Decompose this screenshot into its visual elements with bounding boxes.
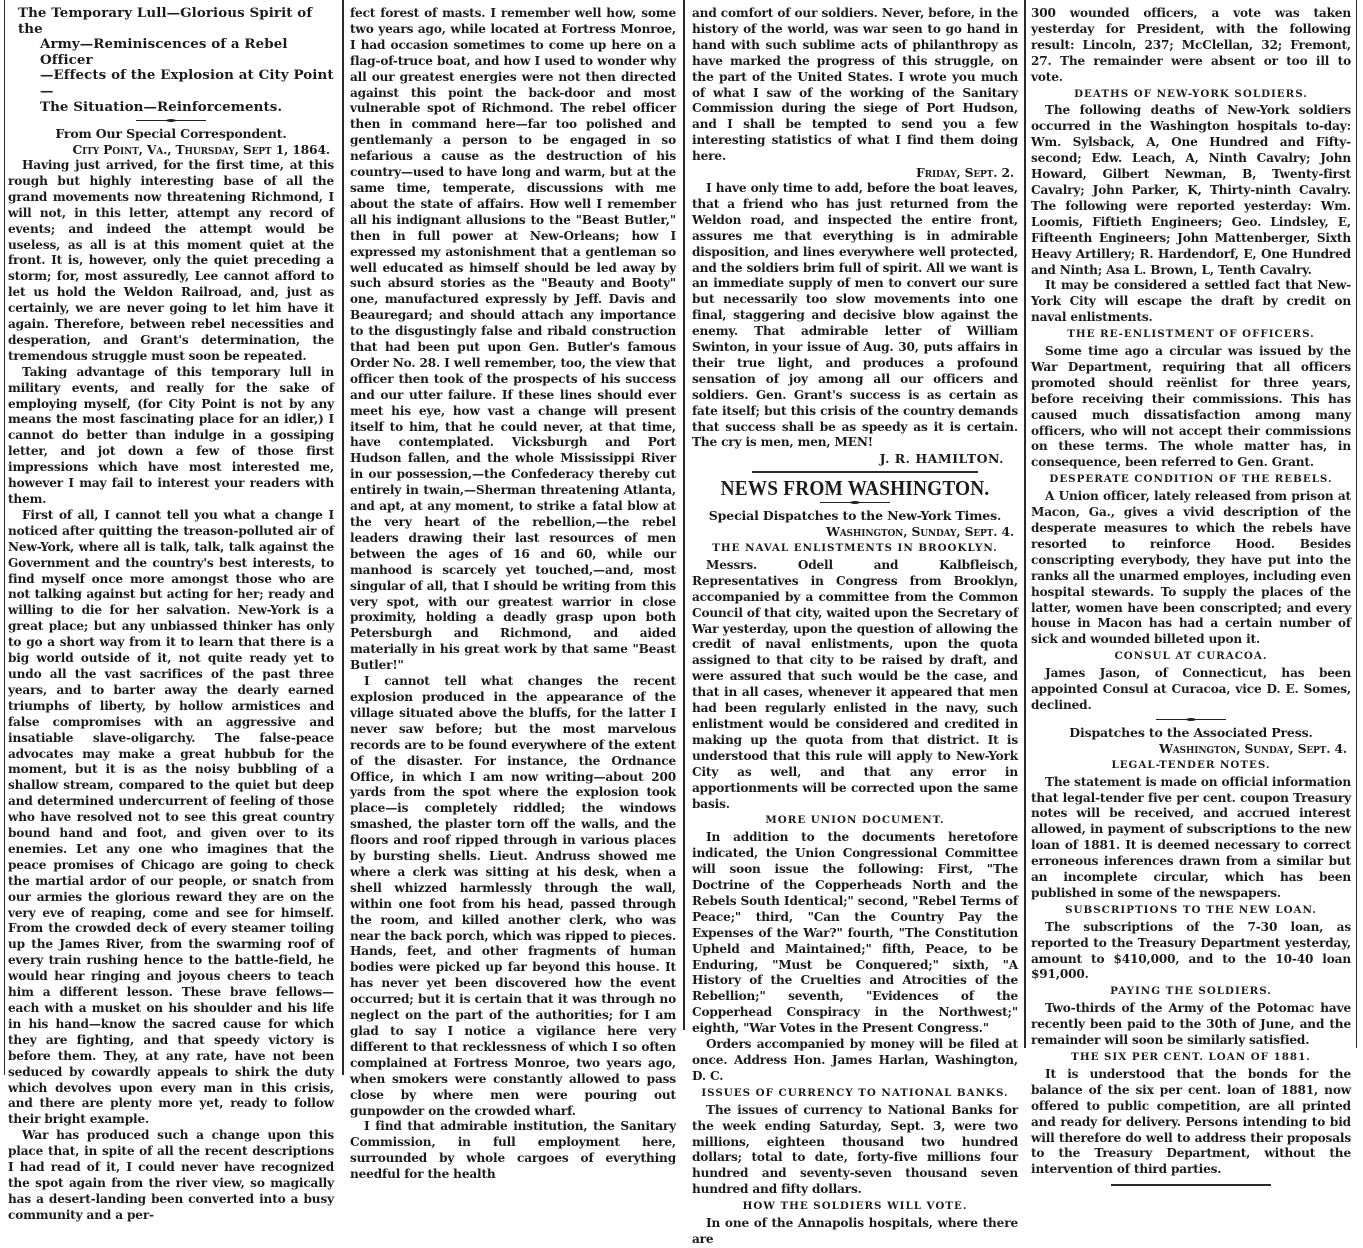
article-headline [8,6,334,115]
subhead: THE SIX PER CENT. LOAN OF 1881. [1071,1051,1311,1063]
paragraph: In one of the Annapolis hospitals, where there are [692,1216,1018,1246]
dateline: City Point, Va., Thursday, Sept 1, 1864. [72,142,330,158]
column-rule-2 [683,0,685,1030]
headline-line: —Effects of the Explosion at City Point— [40,67,334,99]
column-rule-3 [1024,0,1026,1048]
column-1 [8,6,334,1224]
dateline-friday: Friday, Sept. 2. [916,165,1014,181]
paragraph: I find that admirable institution, the Sanitary Commission, in full employment here, surrounded by whole cargoes of everything needful for the health [350,1119,676,1182]
paragraph: It is understood that the bonds for the balance of the six per cent. loan of 1881, now offered to public competition, are all printed and ready for delivery. Persons intending to bid will therefore do well to address their proposals to the Treasury Department, without the intervention of third parties. [1031,1066,1351,1177]
paragraph: The issues of currency to National Banks for the week ending Saturday, Sept. 3, were two millions, eighteen thousand two hundred dollars; total to date, forty-five millions four hundred and seventy-seven thousand seven hundred and fifty dollars. [692,1102,1018,1197]
paragraph: The following deaths of New-York soldiers occurred in the Washington hospitals to-day: Wm. Sylsback, A, One Hundred and Fifty-second; Edw. Leach, A, Ninth Cavalry; John Howard, Gilbert Newman, B, Twenty-first Cavalry; John Parker, K, Thirty-ninth Cavalry. The following were reported yesterday: Wm. Loomis, Fiftieth Engineers; Geo. Lindsley, E, Fifteenth Engineers; John Mattenberger, Sixth Heavy Artillery; R. Hardendorf, E, One Hundred and Ninth; Asa L. Brown, L, Tenth Cavalry. [1031,103,1351,277]
column-4 [1031,6,1351,1186]
paragraph: First of all, I cannot tell you what a change I noticed after quitting the treason-polluted air of New-York, where all is talk, talk, talk against the Government and the country's best interests, to find myself once more amongst those who are not talking against but acting for her; ready and willing to die for her salvation. New-York is a great place; but any unbiassed thinker has only to go a short way from it to learn that there is a big world outside of it, not quite ready yet to undo all the vast sacrifices of the past three years, and to barter away the dearly earned triumphs of liberty, by hollow armistices and false compromises with an aggressive and insatiable slave-oligarchy. The false-peace advocates may make a great hubbub for the moment, but it is as the noisy bubbling of a shallow stream, compared to the quiet but deep and determined undercurrent of feeling of those who have resolved not to see this great country bound hand and foot, and given over to its enemies. Let any one who imagines that the peace promises of Chicago are going to check the martial ardor of our people, or snatch from our armies the glorious reward they are on the very eve of reaping, come and see for himself. From the crowded deck of every steamer toiling up the James River, from the swarming roof of every train rushing hence to the battle-field, he would hear ringing and joyous cheers to teach him a different lesson. These brave fellows—each with a musket on his shoulder and his life in his hand—know the sacred cause for which they are fighting, and that speedy victory is before them. They, at any rate, have not been seduced by cowardly appeals to shirk the duty which devolves upon every man in this crisis, and there are plenty more yet, ready to follow their bright example. [8,507,334,1127]
subhead: DEATHS OF NEW-YORK SOLDIERS. [1074,87,1308,100]
paragraph: In addition to the documents heretofore indicated, the Union Congressional Committee will soon issue the following: First, "The Doctrine of the Copperheads North and the Rebels South Identical;" second, "Rebel Terms of Peace;" third, "Can the Country Pay the Expenses of the War?" fourth, "The Constitution Upheld and Maintained;" fifth, Peace, to be Enduring, "Must be Conquered;" sixth, "A History of the Cruelties and Atrocities of the Rebellion;" seventh, "Evidences of the Copperhead Conspiracy in the Northwest;" eighth, "War Votes in the Present Congress." [692,830,1018,1036]
subhead: HOW THE SOLDIERS WILL VOTE. [742,1200,968,1213]
column-rule-right [1356,0,1357,1048]
ornament-divider [136,119,206,123]
paragraph: It may be considered a settled fact that New-York City will escape the draft by credit on naval enlistments. [1031,278,1351,325]
subhead: DESPERATE CONDITION OF THE REBELS. [1049,473,1333,486]
article-end-rule [1111,1184,1271,1186]
section-title: NEWS FROM WASHINGTON. [720,476,990,501]
headline-line: The Temporary Lull—Glorious Spirit of the [18,5,313,37]
paragraph: Taking advantage of this temporary lull in military events, and really for the sake of employing myself, (for City Point is not by any means the most fascinating place for an idler,) I cannot do better than indulge in a gossiping letter, and jot down a few of those first impressions which have most interested me, however I may fail to interest your readers with them. [8,364,334,506]
paragraph: 300 wounded officers, a vote was taken yesterday for President, with the following result: Lincoln, 237; McClellan, 32; Fremont, 27. The remainder were absent or too ill to vote. [1031,6,1351,84]
paragraph: Some time ago a circular was issued by the War Department, requiring that all officers promoted should reënlist for three years, before receiving their commissions. This has caused much dissatisfaction among many officers, who will not accept their commissions on these terms. The whole matter has, in consequence, been referred to Gen. Grant. [1031,344,1351,470]
subhead: THE RE-ENLISTMENT OF OFFICERS. [1067,328,1315,341]
paragraph: The subscriptions of the 7-30 loan, as reported to the Treasury Department yesterday, amount to $410,000, and to the 10-40 loan $91,000. [1031,919,1351,982]
subhead: PAYING THE SOLDIERS. [1110,985,1272,998]
author-signature: J. R. HAMILTON. [879,451,1004,467]
subhead: SUBSCRIPTIONS TO THE NEW LOAN. [1065,903,1317,916]
paragraph: Messrs. Odell and Kalbfleisch, Representatives in Congress from Brooklyn, accompanied by a committee from the Common Council of that city, waited upon the Secretary of War yesterday, upon the question of allowing the credit of naval enlistments, upon the quota assigned to that city to be raised by draft, and were assured that such would be the case, and that in all cases, whenever it appeared that men had been regularly enlisted in the navy, such enlistment would be considered and credited in making up the quota from that district. It is understood that this rule will apply to New-York City as well, and that any error in apportionments will be corrected upon the same basis. [692,557,1018,811]
paragraph: James Jason, of Connecticut, has been appointed Consul at Curacoa, vice D. E. Somes, declined. [1031,666,1351,712]
paragraph: Two-thirds of the Army of the Potomac have recently been paid to the 30th of June, and the remainder will soon be similarly satisfied. [1031,1001,1351,1048]
column-rule-left [4,0,5,1075]
headline-line: Army—Reminiscences of a Rebel Officer [40,36,288,68]
subhead: MORE UNION DOCUMENT. [765,814,945,827]
paragraph: fect forest of masts. I remember well how, some two years ago, while located at Fortress Monroe, I had occasion sometimes to come up here on a flag-of-truce boat, and how I used to wonder why all our greatest energies were not then directed against this point the back-door and most vulnerable spot of Richmond. The rebel officer then in command here—far too polished and gentlemanly a person to be engaged in so nefarious a cause as the destruction of his country—used to have long and warm, but at the same time, temperate, discussions with me about the state of affairs. How well I remember all his indignant allusions to the "Beast Butler," then in full power at New-Orleans; how I expressed my astonishment that a gentleman so well educated as himself should be led away by such absurd stories as the "Beauty and Booty" one, manufactured expressly by Jeff. Davis and Beauregard; and should attach any importance to the disgustingly false and ribald construction that had been put upon Gen. Butler's famous Order No. 28. I well remember, too, the view that officer then took of the prospects of his success and our utter failure. If these lines should ever meet his eye, how vast a change will present itself to him, that he could never, at that time, have contemplated. Vicksburgh and Port Hudson fallen, and the whole Mississippi River in our possession,—the Confederacy thereby cut entirely in twain,—Sherman threatening Atlanta, and apt, at any moment, to strike a fatal blow at the very heart of the rebellion,—the rebel leaders drawing their last resources of men between the ages of 16 and 60, while our manhood is scarcely yet touched,—and, most singular of all, that I should be writing from this very spot, with our greatest warrior in close proximity, holding a deadly grasp upon both Petersburgh and Richmond, and aided materially in his great work by that same "Beast Butler!" [350,6,676,673]
subhead: CONSUL AT CURACOA. [1114,650,1268,663]
ornament-divider [820,501,890,505]
paragraph: I have only time to add, before the boat leaves, that a friend who has just returned from the Weldon road, and inspected the entire front, assures me that everything is in admirable disposition, and lines everywhere well protected, and the soldiers brim full of spirit. All we want is an immediate supply of men to convert our sure but necessarily too slow movements into one final, staggering and decisive blow against the enemy. That admirable letter of William Swinton, in your issue of Aug. 30, puts affairs in their true light, and produces a profound sensation of joy among all our officers and soldiers. Gen. Grant's success is as certain as fate itself; but this crisis of the country demands that success shall be as speedy as it is certain. The cry is men, men, MEN! [692,180,1018,450]
paragraph: Having just arrived, for the first time, at this rough but highly interesting base of all the grand movements now threatening Richmond, I will not, in this letter, attempt any record of events; and indeed the attempt would be useless, as all is at this moment quiet at the front. It is, however, only the quiet preceding a storm; for, most assuredly, Lee cannot afford to let us hold the Weldon Railroad, and, just as certainly, we are never going to let him have it again. Therefore, between rebel necessities and desperation, and Grant's determination, the tremendous struggle must soon be repeated. [8,157,334,363]
subhead: ISSUES OF CURRENCY TO NATIONAL BANKS. [701,1086,1009,1099]
column-2 [350,6,676,1183]
ornament-divider [1156,718,1226,722]
ap-header: Dispatches to the Associated Press. [1069,724,1313,740]
subhead: LEGAL-TENDER NOTES. [1111,758,1271,771]
paragraph: War has produced such a change upon this place that, in spite of all the recent descriptions I had read of it, I could never have recognized the spot again from the river view, so magically has a desert-landing been converted into a busy community and a per- [8,1128,334,1222]
paragraph: I cannot tell what changes the recent explosion produced in the appearance of the village situated above the bluffs, for the latter I never saw before; but the most marvelous records are to be found everywhere of the extent of the disaster. For instance, the Ordnance Office, in which I am now writing—about 200 yards from the spot where the explosion took place—is completely riddled; the windows smashed, the plaster torn off the walls, and the floors and roof ripped through in various places by bursting shells. Lieut. Andruss showed me where a clerk was sitting at his desk, when a shell whizzed harmlessly through the wall, within one foot from his head, passed through the room, and killed another clerk, who was near the back porch, which was ripped to pieces. Hands, feet, and other fragments of human bodies were picked up far beyond this house. It has never yet been discovered how the event occurred; but it is certain that it was through no neglect on the part of the authorities; for I am glad to say I notice a vigilance here very different to that recklessness of which I so often complained at Fortress Monroe, two years ago, when smokers were constantly allowed to pass close by where men were pouring out gunpowder on the crowded wharf. [350,674,676,1118]
byline: From Our Special Correspondent. [55,126,287,142]
dispatch-header: Special Dispatches to the New-York Times. [708,508,1002,524]
paragraph: Orders accompanied by money will be filed at once. Address Hon. James Harlan, Washington, D. C. [692,1037,1018,1083]
article-end-rule [752,471,978,473]
dispatch-dateline: Washington, Sunday, Sept. 4. [826,524,1014,540]
paragraph: A Union officer, lately released from prison at Macon, Ga., gives a vivid description of the desperate measures to which the rebels have resorted to reinforce Hood. Besides conscripting everybody, they have put into the ranks all the unarmed employes, including even hospital stewards. To supply the places of the latter, women have been conscripted; and every house in Macon has had a certain number of sick and wounded billeted upon it. [1031,489,1351,647]
column-rule-1 [342,0,344,1075]
ap-dateline: Washington, Sunday, Sept. 4. [1159,740,1347,756]
column-3 [692,6,1018,1248]
paragraph: The statement is made on official information that legal-tender five per cent. coupon Treasury notes will be received, and accrued interest allowed, in payment of subscriptions to the new loan of 1881. It is deemed necessary to correct erroneous inferences drawn from a similar but an incomplete circular, which has been published in some of the newspapers. [1031,774,1351,900]
headline-line: The Situation—Reinforcements. [40,98,283,115]
paragraph: and comfort of our soldiers. Never, before, in the history of the world, was war seen to go hand in hand with such sublime acts of philanthropy as have marked the progress of this struggle, on the part of the United States. I wrote you much of what I saw of the working of the Sanitary Commission during the siege of Port Hudson, and I shall be tempted to send you a few interesting statistics of what I find them doing here. [692,6,1018,164]
subhead: THE NAVAL ENLISTMENTS IN BROOKLYN. [712,542,998,554]
